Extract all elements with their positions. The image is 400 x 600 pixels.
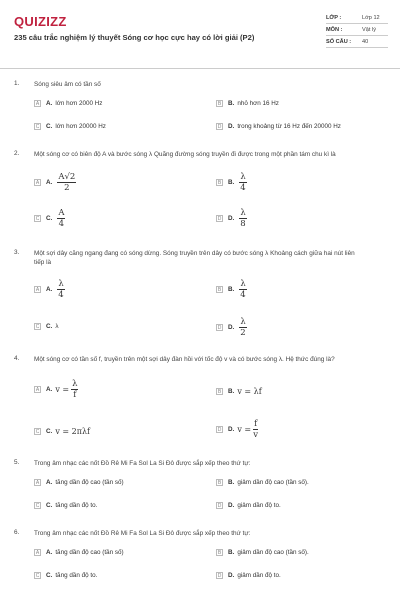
option-box: C (35, 502, 40, 509)
option-letter: C. (46, 215, 53, 222)
option-box: A (35, 386, 40, 393)
option-b[interactable] (216, 479, 309, 486)
option-text: nhỏ hơn 16 Hz (237, 100, 279, 107)
question-number: 2. (14, 150, 20, 157)
option-fraction (239, 172, 246, 193)
meta-class-value: Lớp 12 (362, 14, 380, 21)
option-box: A (35, 100, 40, 107)
fraction-numerator: A√2 (58, 172, 76, 182)
meta-class-label: LỚP : (326, 14, 342, 21)
option-box: D (217, 215, 222, 222)
option-d[interactable] (216, 419, 258, 440)
question-text: Một sợi dây căng ngang đang có sóng dừng. Sóng truyền trên dây có bước sóng λ Khoảng cách giữa hai nút liên tiếp là (34, 250, 355, 266)
option-a[interactable] (34, 549, 124, 556)
option-box: C (35, 323, 40, 330)
option-box: B (217, 388, 222, 395)
option-fraction (57, 208, 65, 229)
meta-subject-label: MÔN : (326, 26, 343, 33)
option-box: A (35, 549, 40, 556)
option-letter: B. (228, 100, 235, 107)
option-box: B (217, 479, 222, 486)
option-b[interactable] (216, 387, 262, 396)
option-letter: A. (46, 549, 53, 556)
option-b[interactable] (216, 100, 279, 107)
option-box: B (217, 179, 222, 186)
fraction-denominator: 2 (64, 183, 70, 193)
option-box: A (35, 286, 40, 293)
fraction-denominator: f (73, 390, 77, 400)
option-letter: C. (46, 572, 53, 579)
fraction-numerator: λ (72, 379, 78, 389)
fraction-denominator: 4 (240, 183, 246, 193)
question-text: Trong âm nhạc các nốt Đồ Rê Mi Fa Sol La Si Đô được sắp xếp theo thứ tự: (34, 530, 251, 537)
question-text: Sóng siêu âm có tần số (34, 81, 101, 88)
option-letter: D. (228, 426, 235, 433)
meta-subject-row (326, 24, 388, 36)
fraction-denominator: 4 (58, 219, 65, 229)
option-text: λ (55, 323, 59, 330)
option-letter: A. (46, 386, 53, 393)
option-box: D (217, 572, 222, 579)
option-c[interactable] (34, 323, 58, 330)
fraction-numerator: λ (58, 279, 64, 289)
option-fraction (57, 172, 76, 193)
option-letter: D. (228, 324, 235, 331)
option-b[interactable] (216, 549, 309, 556)
question-text: Một sóng cơ có tần số f, truyền trên một sợi dây đàn hồi với tốc độ v và có bước sóng λ. Hệ thức đúng là? (34, 356, 335, 363)
option-letter: B. (228, 179, 235, 186)
option-c[interactable] (34, 123, 106, 130)
option-letter: C. (46, 428, 53, 435)
option-box: C (35, 215, 40, 222)
option-text: tăng dần độ to. (55, 502, 98, 509)
option-fraction (239, 317, 246, 338)
option-letter: C. (46, 502, 53, 509)
quizizz-logo: QUIZIZZ (14, 14, 67, 29)
option-box: D (217, 324, 222, 331)
fraction-numerator: λ (240, 172, 246, 182)
option-a[interactable] (34, 172, 76, 193)
option-b[interactable] (216, 279, 247, 300)
option-text: giảm dần độ cao (tần số). (237, 479, 309, 486)
option-d[interactable] (216, 123, 341, 130)
option-letter: C. (46, 123, 53, 130)
fraction-denominator: 2 (240, 328, 246, 338)
option-box: A (35, 479, 40, 486)
option-a[interactable] (34, 279, 65, 300)
option-text: lớn hơn 20000 Hz (55, 123, 106, 130)
fraction-denominator: 4 (58, 290, 64, 300)
option-text: lớn hơn 2000 Hz (55, 100, 103, 107)
fraction-denominator: 8 (240, 219, 246, 229)
option-letter: A. (46, 100, 53, 107)
option-letter: B. (228, 286, 235, 293)
option-box: B (217, 549, 222, 556)
fraction-numerator: λ (240, 208, 246, 218)
option-letter: D. (228, 123, 235, 130)
meta-class-row (326, 12, 388, 24)
meta-count-label: SỐ CÂU : (326, 38, 352, 45)
option-text: trong khoảng từ 16 Hz đến 20000 Hz (237, 123, 341, 130)
worksheet-meta (326, 12, 388, 48)
option-box: C (35, 428, 40, 435)
option-box: C (35, 123, 40, 130)
option-letter: C. (46, 323, 53, 330)
fraction-denominator: v (253, 430, 259, 440)
option-letter: D. (228, 215, 235, 222)
option-box: D (217, 502, 222, 509)
option-letter: D. (228, 572, 235, 579)
option-fraction (253, 419, 258, 440)
question-text: Một sóng cơ có biên độ A và bước sóng λ Quãng đường sóng truyền đi được trong một phần tám chu kì là (34, 151, 336, 158)
option-expression-prefix: v = (55, 385, 70, 394)
meta-count-row (326, 36, 388, 48)
option-letter: A. (46, 286, 53, 293)
option-box: D (217, 123, 222, 130)
fraction-denominator: 4 (240, 290, 246, 300)
option-letter: B. (228, 479, 235, 486)
option-text: giảm dần độ to. (237, 572, 281, 579)
option-c[interactable] (34, 502, 97, 509)
option-expression: v = 2πλf (55, 427, 90, 436)
question-number: 5. (14, 459, 20, 466)
option-c[interactable] (34, 427, 90, 436)
option-expression-prefix: v = (237, 425, 252, 434)
option-fraction (239, 279, 246, 300)
option-box: A (35, 179, 40, 186)
question-number: 4. (14, 355, 20, 362)
option-box: B (217, 100, 222, 107)
option-letter: B. (228, 549, 235, 556)
option-letter: D. (228, 502, 235, 509)
question-number: 6. (14, 529, 20, 536)
fraction-numerator: λ (240, 279, 246, 289)
option-fraction (57, 279, 64, 300)
question-number: 1. (14, 80, 20, 87)
fraction-numerator: A (58, 208, 65, 218)
option-d[interactable] (216, 502, 281, 509)
option-c[interactable] (34, 208, 65, 229)
option-a[interactable] (34, 379, 78, 400)
option-expression: v = λf (237, 387, 262, 396)
option-d[interactable] (216, 317, 247, 338)
option-box: B (217, 286, 222, 293)
worksheet-title: 235 câu trắc nghiệm lý thuyết Sóng cơ học cực hay có lời giải (P2) (14, 33, 255, 42)
fraction-numerator: f (254, 419, 258, 429)
option-fraction (239, 208, 246, 229)
meta-count-value: 40 (362, 38, 369, 45)
option-d[interactable] (216, 572, 281, 579)
question-text: Trong âm nhạc các nốt Đồ Rê Mi Fa Sol La Si Đô được sắp xếp theo thứ tự: (34, 460, 251, 467)
option-a[interactable] (34, 479, 124, 486)
option-letter: A. (46, 179, 53, 186)
question-number: 3. (14, 249, 20, 256)
option-text: tăng dần độ cao (tần số) (55, 549, 124, 556)
option-a[interactable] (34, 100, 102, 107)
option-text: tăng dần độ cao (tần số) (55, 479, 124, 486)
option-c[interactable] (34, 572, 97, 579)
option-text: giảm dần độ cao (tần số). (237, 549, 309, 556)
option-text: tăng dần độ to. (55, 572, 98, 579)
meta-subject-value: Vật lý (362, 26, 376, 33)
header-divider (0, 68, 400, 69)
option-text: giảm dần độ to. (237, 502, 281, 509)
option-d[interactable] (216, 208, 247, 229)
option-box: D (217, 426, 222, 433)
option-box: C (35, 572, 40, 579)
option-letter: A. (46, 479, 53, 486)
option-letter: B. (228, 388, 235, 395)
option-b[interactable] (216, 172, 247, 193)
fraction-numerator: λ (240, 317, 246, 327)
option-fraction (71, 379, 78, 400)
